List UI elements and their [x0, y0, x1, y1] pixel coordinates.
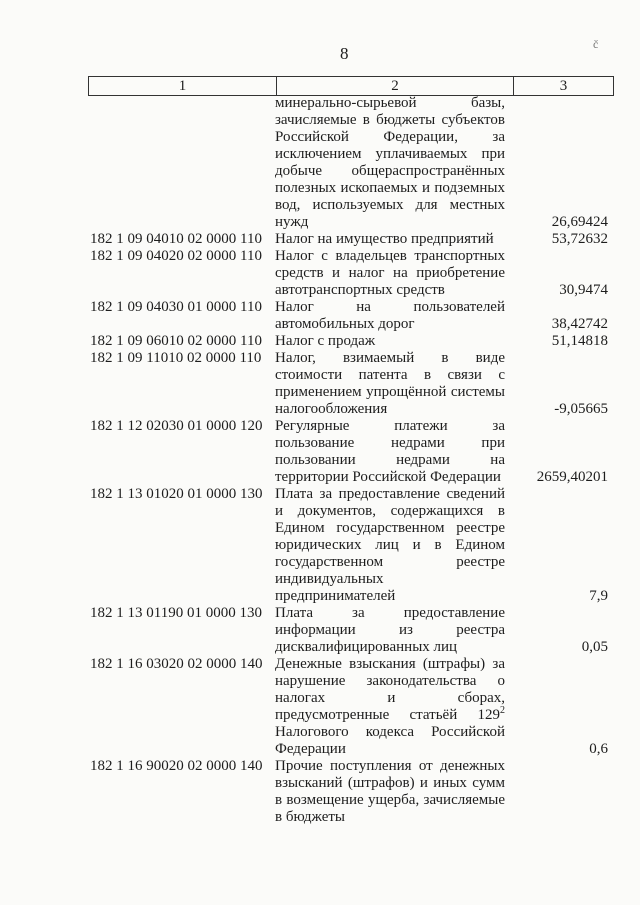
row-description-tail: Налогового кодекса Российской Федерации [275, 724, 505, 757]
row-value-cell [505, 418, 608, 486]
row-description: Плата за предоставление информации из реестра дисквалифицированных лиц [275, 605, 505, 655]
row-code: 182 1 09 04010 02 0000 110 [90, 231, 262, 247]
row-value: 0,6 [589, 741, 608, 757]
row-description: Регулярные платежи за пользование недрами при пользовании недрами на территории Российской Федерации [275, 418, 505, 485]
table-row [0, 248, 640, 299]
row-value-cell [505, 605, 608, 656]
page-number: 8 [340, 44, 349, 63]
row-description-text: Денежные взыскания (штрафы) за нарушение законодательства о налогах и сборах, предусмотренные статьёй 129 [275, 656, 505, 723]
row-description: Налог на имущество предприятий [275, 231, 494, 247]
row-value: 51,14818 [551, 333, 608, 349]
table-row [0, 231, 640, 248]
row-value: 26,69424 [551, 214, 608, 230]
row-code: 182 1 09 04030 01 0000 110 [90, 299, 262, 315]
row-description: Налог с продаж [275, 333, 376, 349]
row-value: 30,9474 [559, 282, 608, 298]
header-col-1: 1 [89, 77, 277, 95]
row-value: 53,72632 [551, 231, 608, 247]
row-description: минерально-сырьевой базы, зачисляемые в бюджеты субъектов Российской Федерации, за исключением уплачиваемых при добыче общераспространённых полезных ископаемых и подземных вод, используемых для местных нужд [275, 95, 505, 230]
row-value: 2659,40201 [536, 469, 608, 485]
row-code: 182 1 09 04020 02 0000 110 [90, 248, 262, 264]
table-row [0, 418, 640, 486]
row-description: Налог с владельцев транспортных средств и налог на приобретение автотранспортных средств [275, 248, 505, 298]
table-row [0, 758, 640, 826]
header-col-3: 3 [559, 77, 568, 94]
header-col-2: 2 [277, 77, 514, 95]
row-value-cell [505, 486, 608, 605]
row-description: Прочие поступления от денежных взысканий (штрафов) и иных сумм в возмещение ущерба, зачисляемые в бюджеты [275, 758, 505, 825]
row-code: 182 1 13 01190 01 0000 130 [90, 605, 262, 621]
row-description: Налог, взимаемый в виде стоимости патента в связи с применением упрощённой системы налогообложения [275, 350, 505, 417]
row-description [275, 656, 505, 758]
row-code: 182 1 16 03020 02 0000 140 [90, 656, 263, 672]
row-description: Налог на пользователей автомобильных дорог [275, 299, 505, 332]
row-code: 182 1 12 02030 01 0000 120 [90, 418, 263, 434]
table-row [0, 333, 640, 350]
row-code: 182 1 13 01020 01 0000 130 [90, 486, 263, 502]
row-value: 7,9 [589, 588, 608, 604]
row-value: 0,05 [581, 639, 608, 655]
row-value-cell [505, 248, 608, 299]
row-value-cell [505, 350, 608, 418]
row-code: 182 1 16 90020 02 0000 140 [90, 758, 263, 774]
corner-mark: č [593, 37, 599, 51]
row-value: 38,42742 [551, 316, 608, 332]
table-row [0, 299, 640, 333]
row-value-cell [505, 333, 608, 350]
row-value: -9,05665 [554, 401, 608, 417]
table-row [0, 486, 640, 605]
table-row [0, 95, 640, 231]
row-code: 182 1 09 06010 02 0000 110 [90, 333, 262, 349]
table-header [88, 76, 614, 96]
table-row [0, 605, 640, 656]
row-value-cell [505, 758, 608, 826]
row-value-cell [505, 656, 608, 758]
article-superscript: 2 [500, 705, 505, 716]
table-row [0, 350, 640, 418]
row-value-cell [505, 231, 608, 248]
row-value-cell [505, 299, 608, 333]
row-description: Плата за предоставление сведений и документов, содержащихся в Едином государственном реестре юридических лиц и в Едином государственном реестре индивидуальных предпринимателей [275, 486, 505, 604]
table-row [0, 656, 640, 758]
row-code [0, 95, 275, 231]
row-code: 182 1 09 11010 02 0000 110 [90, 350, 262, 366]
budget-table [0, 95, 640, 826]
row-value-cell [505, 95, 608, 231]
